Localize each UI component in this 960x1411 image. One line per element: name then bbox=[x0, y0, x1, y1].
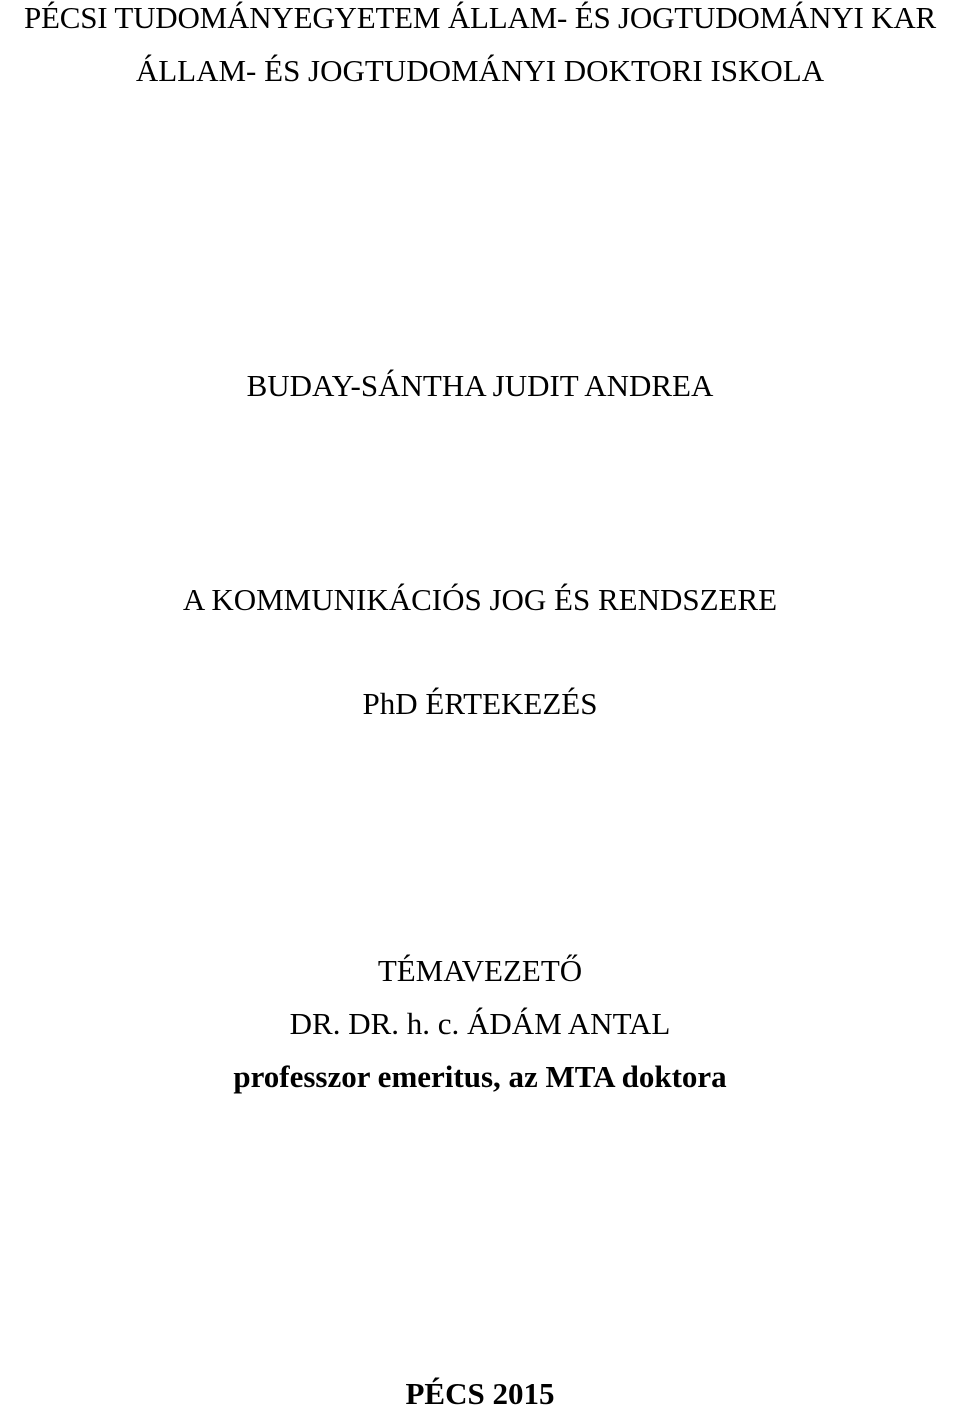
thesis-type: PhD ÉRTEKEZÉS bbox=[362, 686, 598, 721]
university-faculty-heading: PÉCSI TUDOMÁNYEGYETEM ÁLLAM- ÉS JOGTUDOMÁNYI KAR bbox=[23, 0, 937, 35]
supervisor-heading: TÉMAVEZETŐ bbox=[377, 953, 583, 988]
thesis-title: A KOMMUNIKÁCIÓS JOG ÉS RENDSZERE bbox=[182, 582, 778, 617]
author-name: BUDAY-SÁNTHA JUDIT ANDREA bbox=[246, 368, 714, 403]
place-and-year: PÉCS 2015 bbox=[405, 1376, 555, 1411]
supervisor-title: professzor emeritus, az MTA doktora bbox=[233, 1059, 727, 1094]
supervisor-name: DR. DR. h. c. ÁDÁM ANTAL bbox=[289, 1006, 671, 1041]
doctoral-school-heading: ÁLLAM- ÉS JOGTUDOMÁNYI DOKTORI ISKOLA bbox=[135, 53, 825, 88]
